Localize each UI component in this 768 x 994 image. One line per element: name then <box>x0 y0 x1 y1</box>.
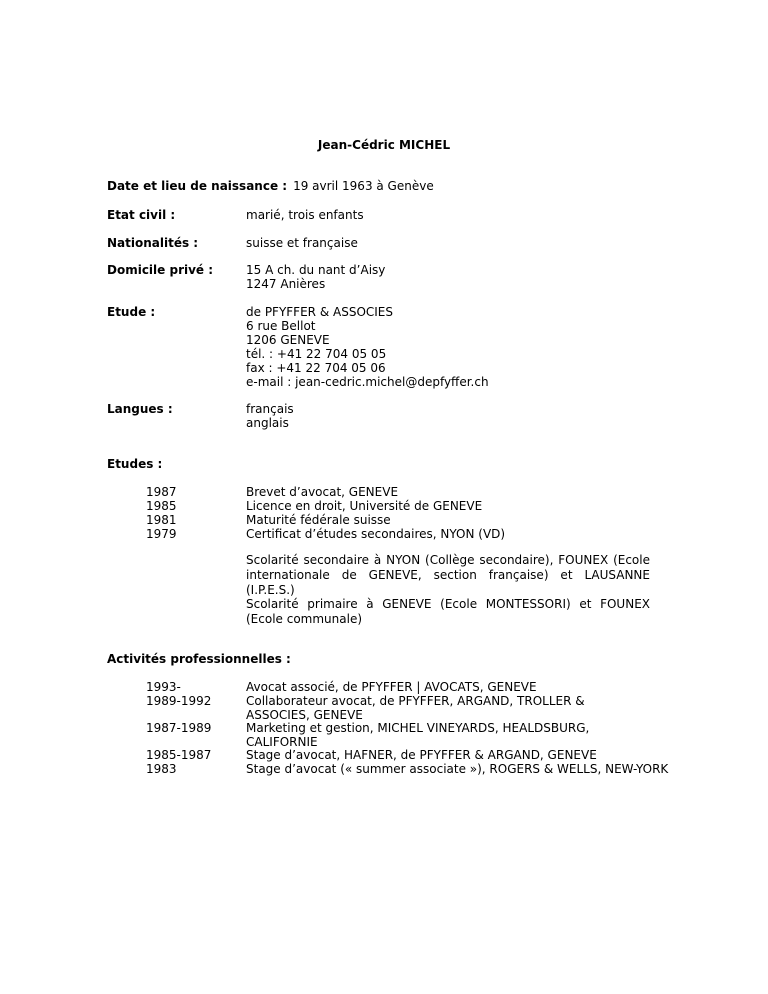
job-year: 1985-1987 <box>146 748 212 762</box>
studies-years <box>146 485 177 541</box>
languages-value <box>246 402 294 430</box>
nationality-label: Nationalités : <box>107 236 199 250</box>
birth-label: Date et lieu de naissance : <box>107 179 288 193</box>
job-year: 1983 <box>146 762 177 776</box>
civil-value: marié, trois enfants <box>246 208 364 222</box>
studies-texts <box>246 485 505 541</box>
job-text <box>246 680 537 694</box>
primary-schooling-paragraph: Scolarité primaire à GENEVE (Ecole MONTESSORI) et FOUNEX (Ecole communale) <box>246 597 650 626</box>
civil-label: Etat civil : <box>107 208 176 222</box>
etude-line: fax : +41 22 704 05 06 <box>246 361 386 375</box>
etude-line: 1206 GENEVE <box>246 333 330 347</box>
study-text: Certificat d’études secondaires, NYON (VD) <box>246 527 506 541</box>
language-item: anglais <box>246 416 289 430</box>
job-year: 1993- <box>146 680 181 694</box>
etude-line: de PFYFFER & ASSOCIES <box>246 305 393 319</box>
domicile-value <box>246 263 385 291</box>
nationality-value: suisse et française <box>246 236 358 250</box>
professional-heading: Activités professionnelles : <box>107 652 291 666</box>
etude-line: 6 rue Bellot <box>246 319 316 333</box>
secondary-schooling-paragraph: Scolarité secondaire à NYON (Collège secondaire), FOUNEX (Ecole internationale de GENEVE, section française) et LAUSANNE (I.P.E.S.) <box>246 553 650 597</box>
job-text <box>246 721 589 749</box>
language-item: français <box>246 402 294 416</box>
study-text: Maturité fédérale suisse <box>246 513 391 527</box>
study-year: 1981 <box>146 513 177 527</box>
domicile-line: 1247 Anières <box>246 277 326 291</box>
study-year: 1979 <box>146 527 177 541</box>
job-line: Collaborateur avocat, de PFYFFER, ARGAND, TROLLER & <box>246 694 585 708</box>
job-line: Stage d’avocat, HAFNER, de PFYFFER & ARGAND, GENEVE <box>246 748 597 762</box>
study-year: 1985 <box>146 499 177 513</box>
job-text <box>246 748 597 762</box>
study-year: 1987 <box>146 485 177 499</box>
etude-value <box>246 305 489 389</box>
etude-label: Etude : <box>107 305 156 319</box>
job-line: Stage d’avocat (« summer associate »), ROGERS & WELLS, NEW-YORK <box>246 762 669 776</box>
languages-label: Langues : <box>107 402 173 416</box>
job-text <box>246 694 585 722</box>
job-line: ASSOCIES, GENEVE <box>246 708 363 722</box>
birth-row <box>107 179 434 193</box>
domicile-label: Domicile privé : <box>107 263 214 277</box>
study-text: Licence en droit, Université de GENEVE <box>246 499 483 513</box>
job-year: 1989-1992 <box>146 694 212 708</box>
job-line: Avocat associé, de PFYFFER | AVOCATS, GENEVE <box>246 680 537 694</box>
study-text: Brevet d’avocat, GENEVE <box>246 485 399 499</box>
person-name: Jean-Cédric MICHEL <box>317 138 451 152</box>
job-year: 1987-1989 <box>146 721 212 735</box>
job-line: CALIFORNIE <box>246 735 318 749</box>
job-line: Marketing et gestion, MICHEL VINEYARDS, HEALDSBURG, <box>246 721 590 735</box>
studies-heading: Etudes : <box>107 457 163 471</box>
job-text <box>246 762 668 776</box>
etude-email: e-mail : jean-cedric.michel@depfyffer.ch <box>246 375 489 389</box>
domicile-line: 15 A ch. du nant d’Aisy <box>246 263 386 277</box>
etude-line: tél. : +41 22 704 05 05 <box>246 347 387 361</box>
birth-value: 19 avril 1963 à Genève <box>293 179 434 193</box>
